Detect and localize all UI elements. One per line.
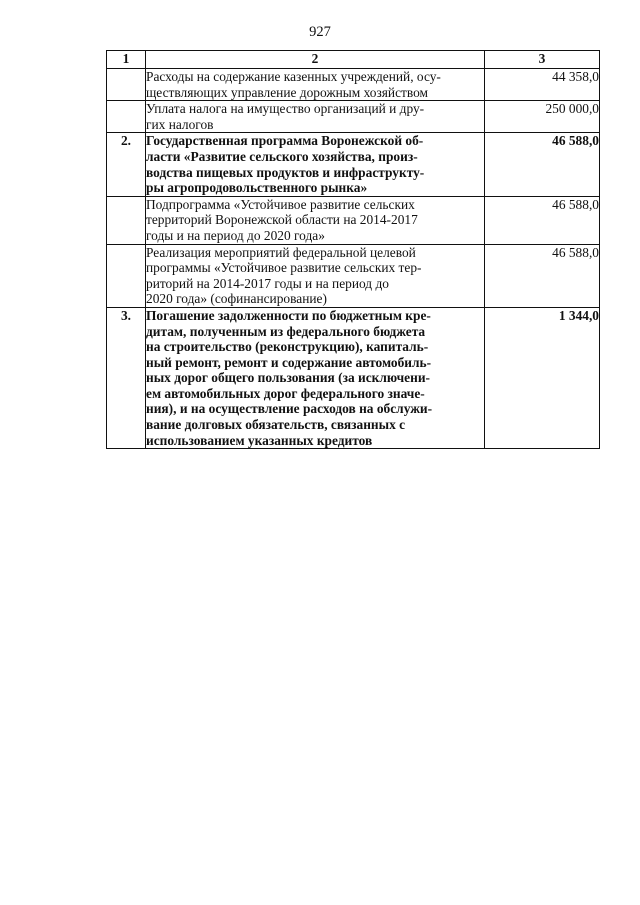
description-line: 2020 года» (софинансирование) xyxy=(146,291,327,307)
description-line: годы и на период до 2020 года» xyxy=(146,227,325,243)
description-line: Подпрограмма «Устойчивое развитие сельских xyxy=(146,196,415,212)
page-number: 927 xyxy=(309,24,331,40)
row-amount: 46 588,0 xyxy=(485,244,600,307)
row-description xyxy=(146,244,485,307)
row-amount: 1 344,0 xyxy=(485,307,600,448)
table-body xyxy=(107,69,600,449)
row-number: 2. xyxy=(107,133,146,196)
description-line: Расходы на содержание казенных учреждений, осу- xyxy=(146,69,441,84)
description-line: ный ремонт, ремонт и содержание автомобиль- xyxy=(146,354,432,370)
row-number: 3. xyxy=(107,307,146,448)
description-line: Погашение задолженности по бюджетным кре- xyxy=(146,307,431,323)
description-line: использованием указанных кредитов xyxy=(146,432,373,448)
table-row xyxy=(107,133,600,196)
description-line: водства пищевых продуктов и инфраструкту- xyxy=(146,164,425,180)
column-header-2: 2 xyxy=(146,51,485,69)
description-line: ных дорог общего пользования (за исключени- xyxy=(146,370,431,386)
table-row xyxy=(107,244,600,307)
column-header-3: 3 xyxy=(485,51,600,69)
description-line: на строительство (реконструкцию), капиталь- xyxy=(146,339,429,355)
table-row xyxy=(107,196,600,244)
description-line: риторий на 2014-2017 годы и на период до xyxy=(146,275,389,291)
description-line: ры агропродовольственного рынка» xyxy=(146,180,368,196)
table-row xyxy=(107,101,600,133)
table-row xyxy=(107,307,600,448)
row-amount: 44 358,0 xyxy=(485,69,600,101)
row-description xyxy=(146,196,485,244)
row-description xyxy=(146,69,485,101)
description-line: территорий Воронежской области на 2014-2017 xyxy=(146,212,418,228)
description-line: Реализация мероприятий федеральной целевой xyxy=(146,244,416,260)
description-line: ния), и на осуществление расходов на обслужи- xyxy=(146,401,433,417)
budget-table xyxy=(106,50,600,449)
description-line: дитам, полученным из федерального бюджета xyxy=(146,323,426,339)
row-number xyxy=(107,101,146,133)
row-amount: 46 588,0 xyxy=(485,133,600,196)
row-number xyxy=(107,244,146,307)
table-row xyxy=(107,69,600,101)
description-line: Уплата налога на имущество организаций и дру- xyxy=(146,101,425,117)
description-line: ем автомобильных дорог федерального значе- xyxy=(146,385,425,401)
table-header-row xyxy=(107,51,600,69)
row-number xyxy=(107,69,146,101)
row-description xyxy=(146,133,485,196)
description-line: ществляющих управление дорожным хозяйством xyxy=(146,84,429,100)
description-line: вание долговых обязательств, связанных с xyxy=(146,417,406,433)
row-description xyxy=(146,101,485,133)
row-amount: 46 588,0 xyxy=(485,196,600,244)
column-header-1: 1 xyxy=(107,51,146,69)
description-line: Государственная программа Воронежской об- xyxy=(146,133,424,149)
description-line: программы «Устойчивое развитие сельских тер- xyxy=(146,260,422,276)
row-amount: 250 000,0 xyxy=(485,101,600,133)
row-number xyxy=(107,196,146,244)
description-line: ласти «Развитие сельского хозяйства, произ- xyxy=(146,148,418,164)
description-line: гих налогов xyxy=(146,116,214,132)
row-description xyxy=(146,307,485,448)
